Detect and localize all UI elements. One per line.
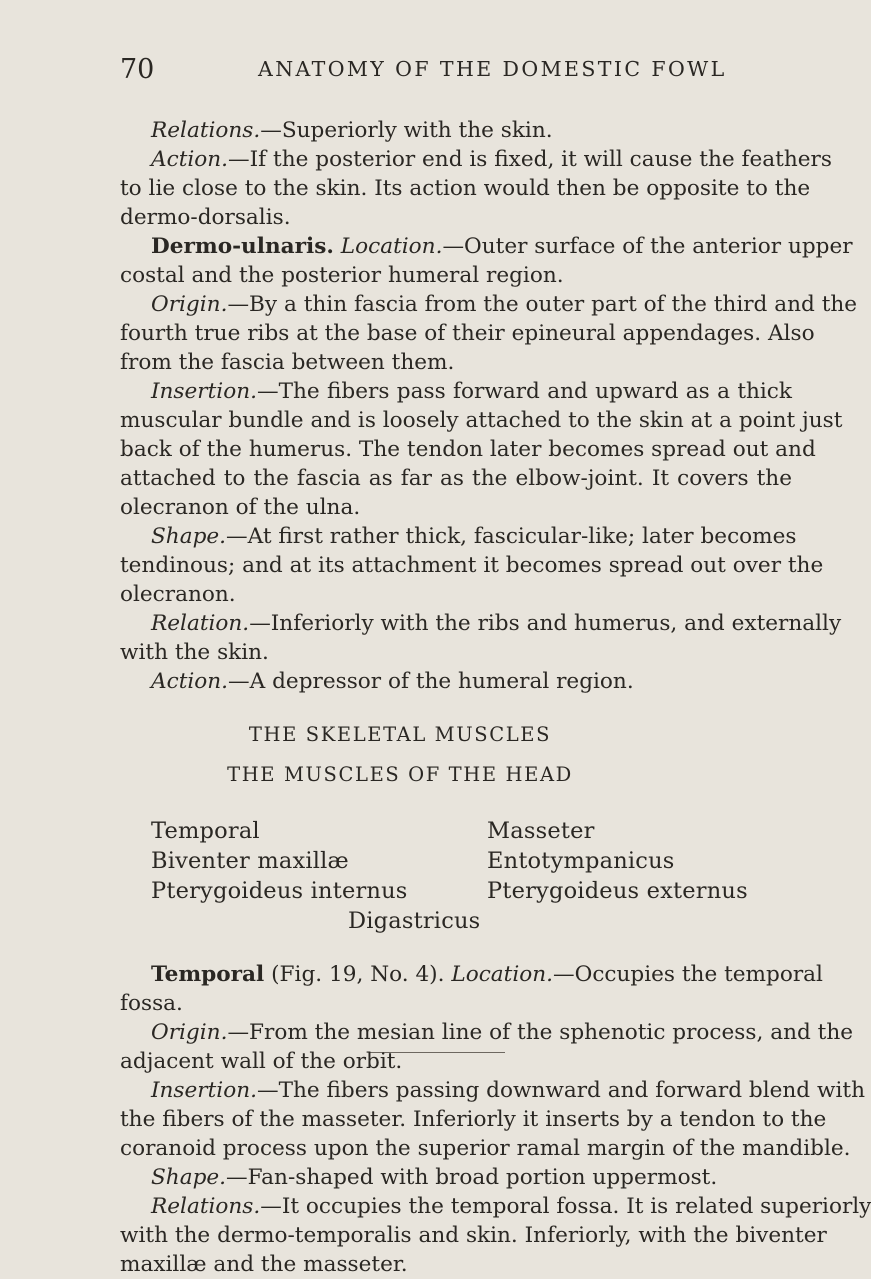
text-line: with the dermo-temporalis and skin. Inferiorly, with the biventer — [120, 1223, 827, 1248]
text-line: costal and the posterior humeral region. — [120, 263, 564, 288]
text-line: from the fascia between them. — [120, 350, 455, 375]
muscle-list-item: Pterygoideus externus — [487, 878, 748, 904]
text-line: Insertion.—The fibers passing downward and forward blend with — [151, 1078, 865, 1103]
text-line: back of the humerus. The tendon later becomes spread out and — [120, 437, 816, 462]
text-line: Action.—If the posterior end is fixed, it will cause the feathers — [151, 147, 832, 172]
muscle-list-item: Entotympanicus — [487, 848, 675, 874]
section-heading: THE SKELETAL MUSCLES — [248, 723, 552, 746]
text-line: attached to the fascia as far as the elbow-joint. It covers the — [120, 466, 792, 491]
muscle-entry-heading: Temporal (Fig. 19, No. 4). Location.—Occupies the temporal — [151, 962, 823, 987]
text-line: coranoid process upon the superior ramal margin of the mandible. — [120, 1136, 851, 1161]
muscle-list-item: Temporal — [151, 818, 260, 844]
text-line: Origin.—By a thin fascia from the outer part of the third and the — [151, 292, 858, 317]
text-line: dermo-dorsalis. — [120, 205, 291, 230]
text-line: adjacent wall of the orbit. — [120, 1049, 403, 1074]
text-line: with the skin. — [120, 640, 269, 665]
text-line: Insertion.—The fibers pass forward and upward as a thick — [151, 379, 792, 404]
muscle-list-item: Digastricus — [348, 908, 481, 934]
muscle-entry-heading: Dermo-ulnaris. Location.—Outer surface of the anterior upper — [151, 234, 853, 259]
text-line: olecranon of the ulna. — [120, 495, 361, 520]
text-line: maxillæ and the masseter. — [120, 1252, 408, 1277]
muscle-list-item: Masseter — [487, 818, 595, 844]
text-line: Relation.—Inferiorly with the ribs and humerus, and externally — [151, 611, 842, 636]
text-line: Shape.—Fan-shaped with broad portion uppermost. — [151, 1165, 718, 1190]
text-line: the fibers of the masseter. Inferiorly it inserts by a tendon to the — [120, 1107, 827, 1132]
text-line: olecranon. — [120, 582, 236, 607]
text-line: to lie close to the skin. Its action would then be opposite to the — [120, 176, 811, 201]
text-line: fourth true ribs at the base of their epineural appendages. Also — [120, 321, 815, 346]
page-number: 70 — [120, 54, 155, 85]
text-line: muscular bundle and is loosely attached to the skin at a point just — [120, 408, 843, 433]
subsection-heading: THE MUSCLES OF THE HEAD — [227, 763, 573, 786]
running-title: ANATOMY OF THE DOMESTIC FOWL — [258, 57, 727, 81]
muscle-list-item: Biventer maxillæ — [151, 848, 349, 874]
page-header — [120, 54, 760, 94]
text-line: Relations.—It occupies the temporal fossa. It is related superiorly — [151, 1194, 871, 1219]
text-line: Origin.—From the mesian line of the sphenotic process, and the — [151, 1020, 854, 1045]
text-line: fossa. — [120, 991, 183, 1016]
text-line: Relations.—Superiorly with the skin. — [151, 118, 553, 143]
text-line: Action.—A depressor of the humeral region. — [151, 669, 634, 694]
text-line: tendinous; and at its attachment it becomes spread out over the — [120, 553, 824, 578]
muscle-list-item: Pterygoideus internus — [151, 878, 408, 904]
text-line: Shape.—At first rather thick, fascicular-like; later becomes — [151, 524, 797, 549]
